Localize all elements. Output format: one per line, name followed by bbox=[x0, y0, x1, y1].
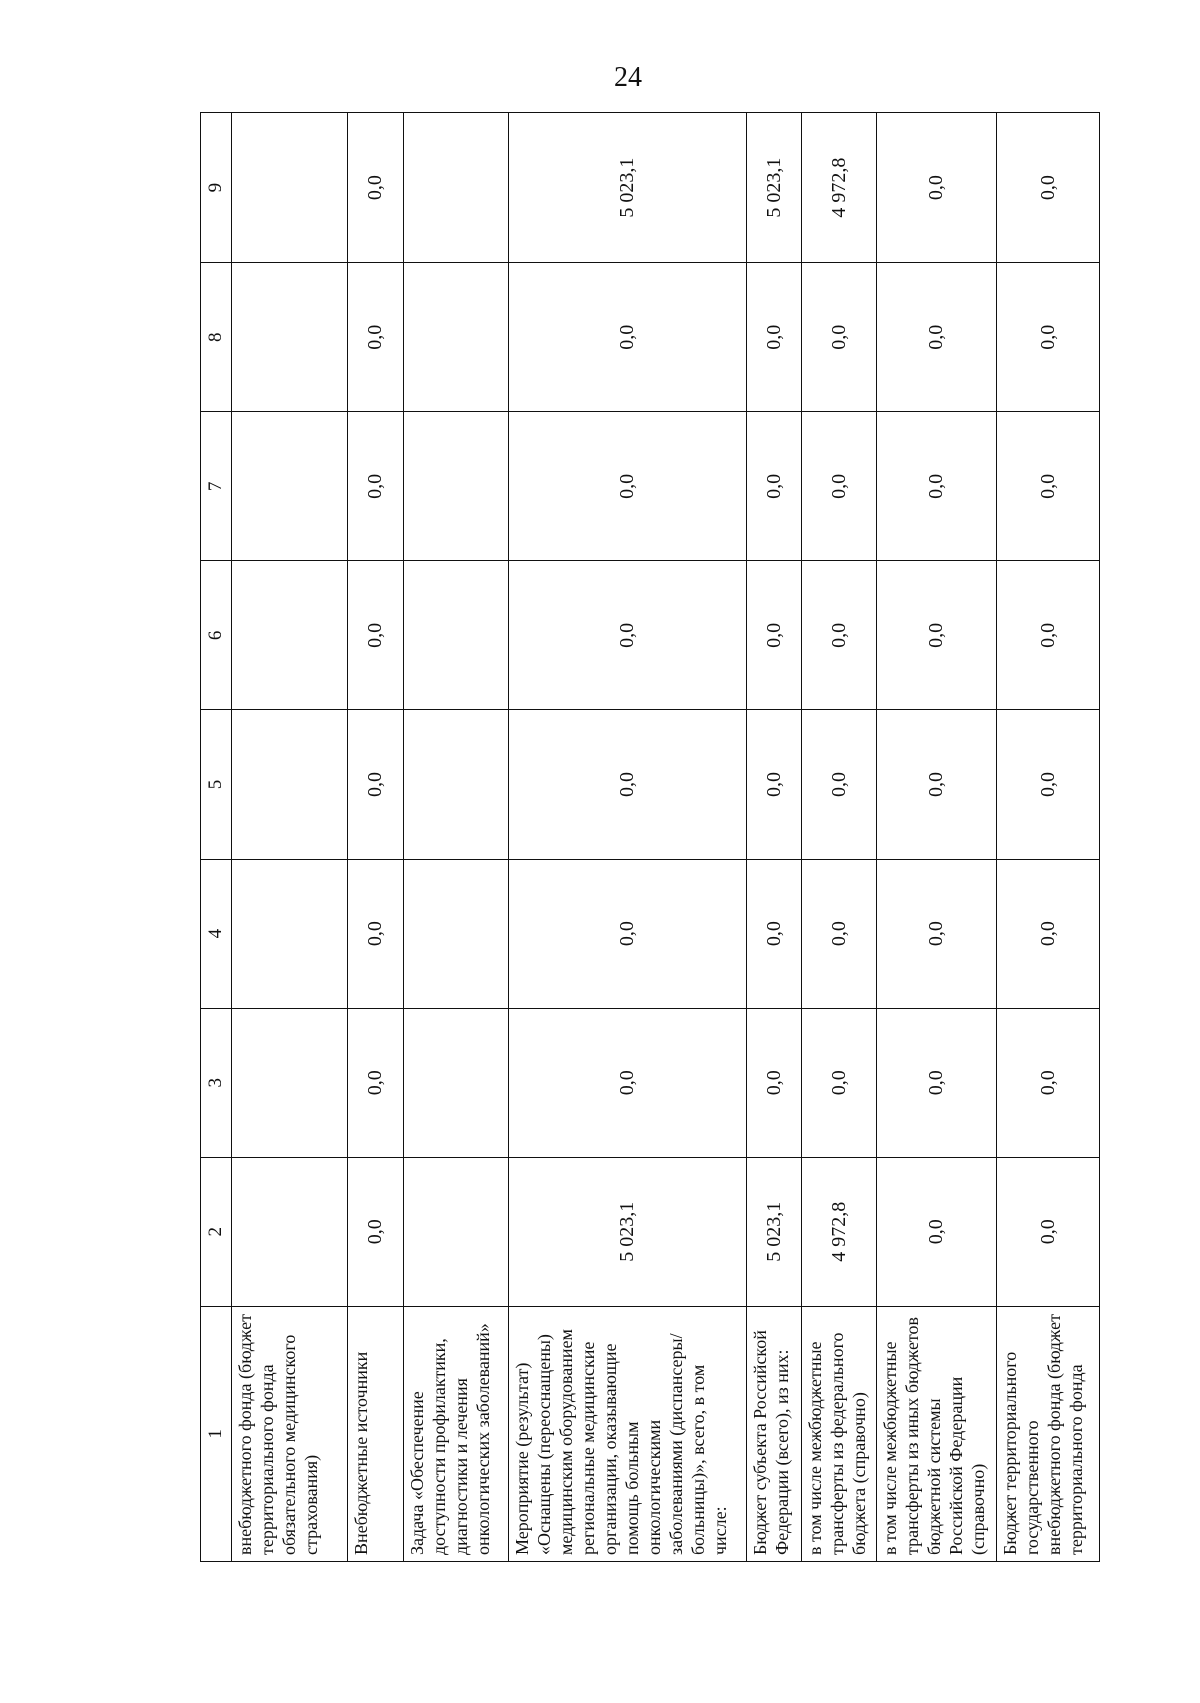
row-label: в том числе межбюджетные трансферты из федерального бюджета (справочно) bbox=[802, 1306, 876, 1561]
cell-value bbox=[403, 710, 508, 859]
cell-value: 0,0 bbox=[347, 561, 403, 710]
cell-value bbox=[403, 1008, 508, 1157]
table-row bbox=[802, 113, 876, 1562]
cell-value: 5 023,1 bbox=[746, 1157, 802, 1306]
cell-value: 5 023,1 bbox=[746, 113, 802, 263]
cell-value: 0,0 bbox=[746, 1008, 802, 1157]
cell-value bbox=[232, 710, 348, 859]
cell-value: 0,0 bbox=[347, 710, 403, 859]
column-header: 1 bbox=[201, 1306, 232, 1561]
cell-value: 4 972,8 bbox=[802, 1157, 876, 1306]
cell-value: 0,0 bbox=[876, 561, 996, 710]
cell-value: 0,0 bbox=[508, 412, 746, 561]
cell-value: 0,0 bbox=[802, 859, 876, 1008]
cell-value bbox=[232, 113, 348, 263]
column-header: 9 bbox=[201, 113, 232, 263]
cell-value: 0,0 bbox=[876, 710, 996, 859]
cell-value: 0,0 bbox=[876, 263, 996, 412]
column-header: 2 bbox=[201, 1157, 232, 1306]
row-label: Внебюджетные источники bbox=[347, 1306, 403, 1561]
cell-value: 0,0 bbox=[508, 1008, 746, 1157]
cell-value: 0,0 bbox=[876, 1157, 996, 1306]
table-row bbox=[508, 113, 746, 1562]
cell-value: 0,0 bbox=[746, 710, 802, 859]
row-label: Бюджет субъекта Российской Федерации (всего), из них: bbox=[746, 1306, 802, 1561]
cell-value: 0,0 bbox=[802, 1008, 876, 1157]
row-label: Бюджет территориального государственного внебюджетного фонда (бюджет территориального фонда bbox=[996, 1306, 1099, 1561]
cell-value: 5 023,1 bbox=[508, 1157, 746, 1306]
column-header: 7 bbox=[201, 412, 232, 561]
cell-value: 0,0 bbox=[746, 561, 802, 710]
cell-value bbox=[232, 561, 348, 710]
cell-value: 0,0 bbox=[876, 412, 996, 561]
table-row bbox=[746, 113, 802, 1562]
table-row bbox=[876, 113, 996, 1562]
column-header: 3 bbox=[201, 1008, 232, 1157]
cell-value: 0,0 bbox=[347, 113, 403, 263]
cell-value: 0,0 bbox=[996, 1157, 1099, 1306]
cell-value: 0,0 bbox=[876, 1008, 996, 1157]
row-label: в том числе межбюджетные трансферты из иных бюджетов бюджетной системы Российской Федерации (справочно) bbox=[876, 1306, 996, 1561]
cell-value: 0,0 bbox=[508, 263, 746, 412]
cell-value: 0,0 bbox=[347, 263, 403, 412]
budget-table-container bbox=[200, 112, 1100, 1562]
cell-value: 0,0 bbox=[508, 561, 746, 710]
cell-value: 0,0 bbox=[802, 710, 876, 859]
cell-value: 0,0 bbox=[996, 561, 1099, 710]
cell-value: 0,0 bbox=[508, 710, 746, 859]
cell-value bbox=[232, 1157, 348, 1306]
cell-value: 0,0 bbox=[347, 1157, 403, 1306]
cell-value: 0,0 bbox=[876, 113, 996, 263]
cell-value: 0,0 bbox=[802, 412, 876, 561]
cell-value: 0,0 bbox=[347, 859, 403, 1008]
row-label: Задача «Обеспечение доступности профилактики, диагностики и лечения онкологических заболеваний» bbox=[403, 1306, 508, 1561]
cell-value: 0,0 bbox=[996, 1008, 1099, 1157]
table-row bbox=[347, 113, 403, 1562]
cell-value bbox=[403, 859, 508, 1008]
cell-value: 5 023,1 bbox=[508, 113, 746, 263]
column-header: 5 bbox=[201, 710, 232, 859]
cell-value: 0,0 bbox=[746, 412, 802, 561]
cell-value: 0,0 bbox=[802, 561, 876, 710]
cell-value: 0,0 bbox=[996, 263, 1099, 412]
table-row bbox=[403, 113, 508, 1562]
cell-value: 0,0 bbox=[996, 113, 1099, 263]
cell-value: 0,0 bbox=[996, 710, 1099, 859]
cell-value: 0,0 bbox=[876, 859, 996, 1008]
cell-value: 0,0 bbox=[746, 263, 802, 412]
cell-value: 4 972,8 bbox=[802, 113, 876, 263]
cell-value: 0,0 bbox=[746, 859, 802, 1008]
cell-value: 0,0 bbox=[508, 859, 746, 1008]
cell-value: 0,0 bbox=[347, 412, 403, 561]
table-row bbox=[232, 113, 348, 1562]
cell-value bbox=[403, 113, 508, 263]
cell-value: 0,0 bbox=[996, 412, 1099, 561]
row-label: внебюджетного фонда (бюджет территориального фонда обязательного медицинского страхования) bbox=[232, 1306, 348, 1561]
column-header: 4 bbox=[201, 859, 232, 1008]
budget-table bbox=[200, 112, 1100, 1562]
cell-value bbox=[403, 263, 508, 412]
cell-value: 0,0 bbox=[996, 859, 1099, 1008]
cell-value: 0,0 bbox=[347, 1008, 403, 1157]
cell-value bbox=[403, 561, 508, 710]
cell-value bbox=[232, 1008, 348, 1157]
cell-value bbox=[403, 412, 508, 561]
page-number: 24 bbox=[614, 62, 642, 93]
cell-value bbox=[403, 1157, 508, 1306]
cell-value bbox=[232, 859, 348, 1008]
column-header: 8 bbox=[201, 263, 232, 412]
row-label: Мероприятие (результат) «Оснащены (переоснащены) медицинским оборудованием региональные медицинские организации, оказывающие помощь больным онкологическими заболеваниями (диспансеры/больницы)», всего, в том числе: bbox=[508, 1306, 746, 1561]
table-row bbox=[996, 113, 1099, 1562]
cell-value: 0,0 bbox=[802, 263, 876, 412]
cell-value bbox=[232, 263, 348, 412]
column-header: 6 bbox=[201, 561, 232, 710]
cell-value bbox=[232, 412, 348, 561]
header-row bbox=[201, 113, 232, 1562]
